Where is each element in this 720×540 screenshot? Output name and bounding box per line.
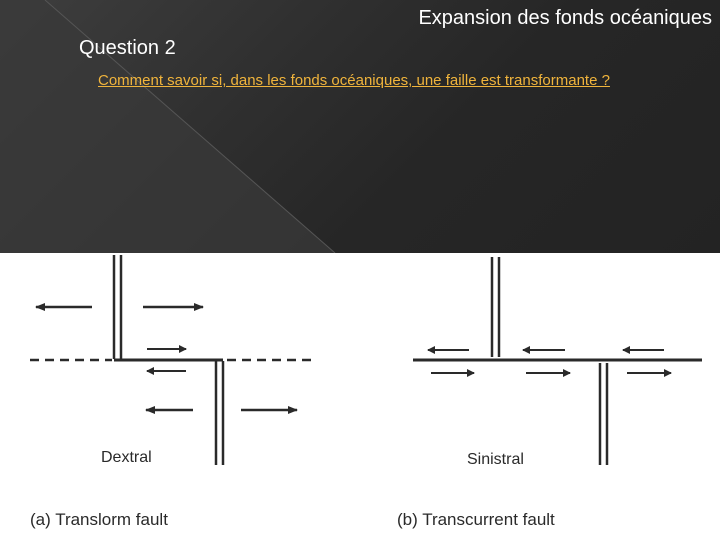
panel-a-caption: (a) Translorm fault xyxy=(30,510,168,529)
fault-diagram xyxy=(0,253,720,540)
fault-diagram-figure xyxy=(0,253,720,540)
panel-a-ridge-upper xyxy=(114,255,121,359)
slide-subtitle: Question 2 xyxy=(79,37,176,59)
panel-b-diagram xyxy=(413,257,702,465)
question-text: Comment savoir si, dans les fonds océaniques, une faille est transformante ? xyxy=(98,72,610,89)
panel-b-ridge-upper xyxy=(492,257,499,357)
panel-b-ridge-lower xyxy=(600,363,607,465)
panel-b-sense-label: Sinistral xyxy=(467,451,524,468)
panel-b-caption: (b) Transcurrent fault xyxy=(397,510,555,529)
panel-a-ridge-lower xyxy=(216,361,223,465)
slide-title: Expansion des fonds océaniques xyxy=(418,7,712,29)
panel-a-sense-label: Dextral xyxy=(101,449,152,466)
panel-a-diagram xyxy=(30,255,312,465)
